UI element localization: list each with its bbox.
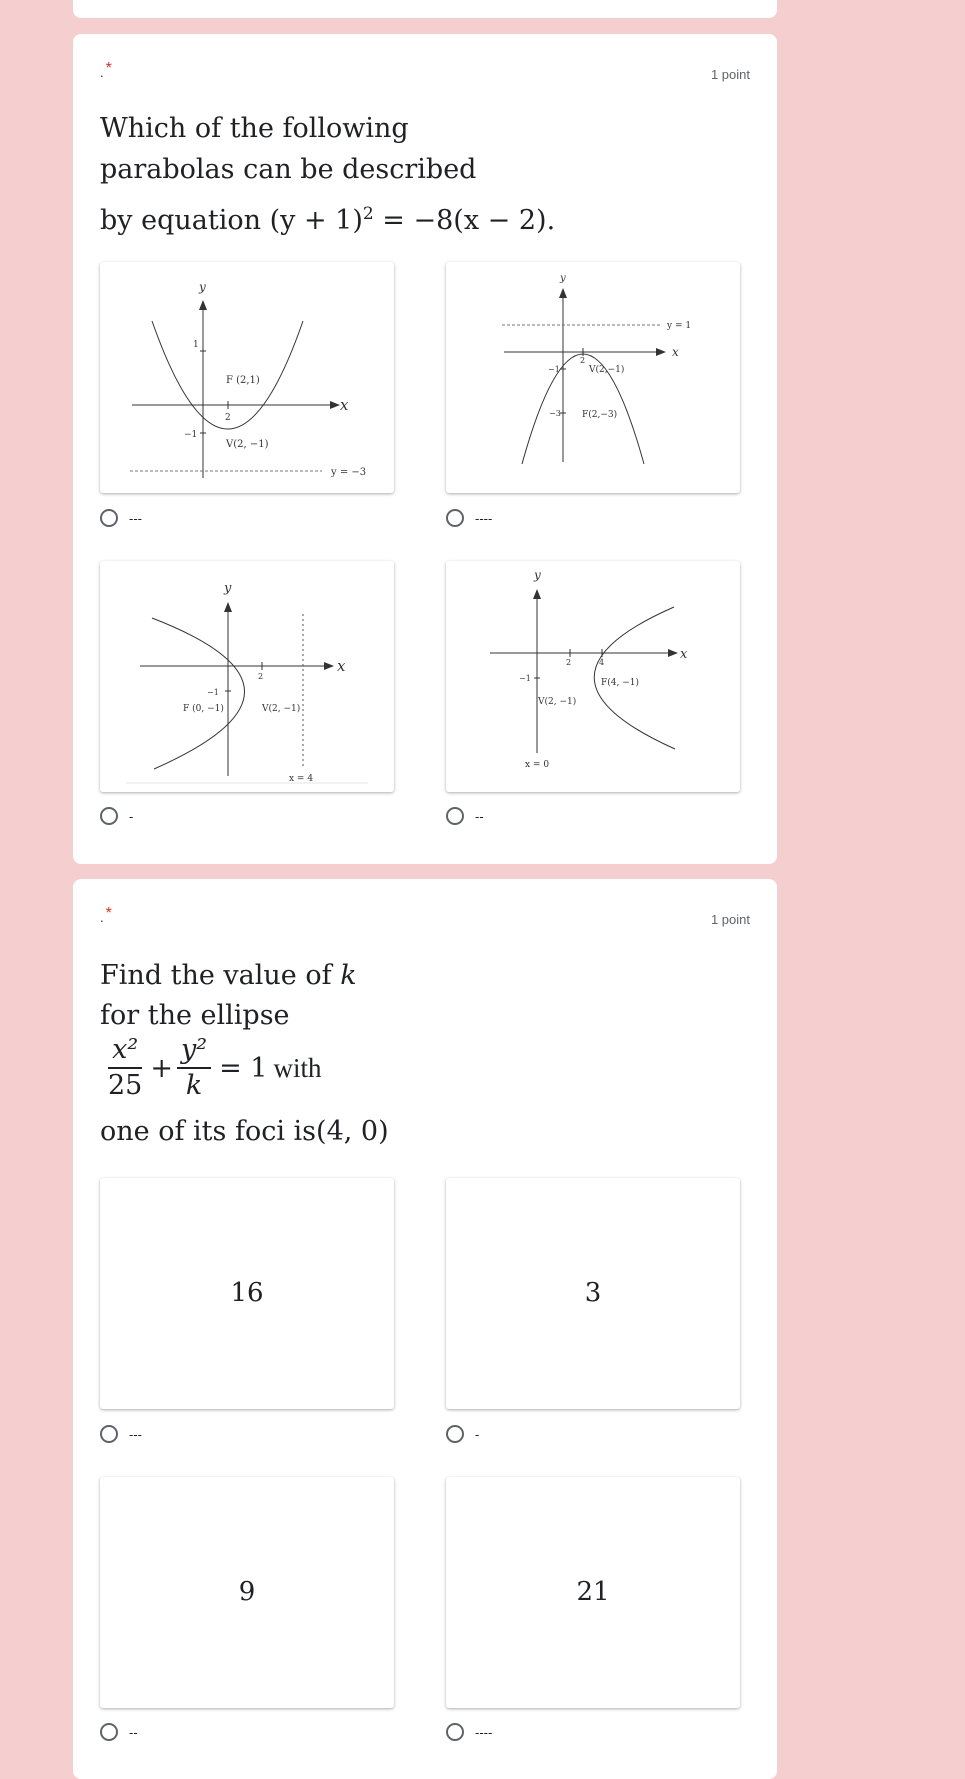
x-axis-label: x (672, 345, 679, 359)
option-row-a[interactable] (100, 506, 142, 530)
option-value: 3 (584, 1278, 602, 1308)
vertex-label: V(2, −1) (262, 704, 301, 714)
radio-button[interactable] (446, 1723, 464, 1741)
option-row-21[interactable] (446, 1720, 492, 1744)
parabola-graph-b (446, 262, 740, 493)
points-label: 1 point (710, 67, 750, 82)
tick-label-m1: −1 (207, 688, 219, 697)
option-label: -- (129, 1724, 138, 1740)
y-axis-label: y (199, 280, 206, 294)
option-image-a[interactable] (100, 262, 394, 493)
vertex-label: V(2, −1) (226, 439, 269, 450)
radio-button[interactable] (100, 509, 118, 527)
question-card-ellipse (73, 879, 777, 1779)
x-axis-label: x (340, 396, 349, 414)
equals-one: = 1 (219, 1052, 268, 1084)
y-axis-label: y (224, 581, 232, 596)
required-asterisk: * (105, 905, 112, 922)
question-text-line1: Which of the following (100, 113, 409, 144)
vertex-label: V(2,−1) (589, 365, 625, 375)
option-card-21[interactable] (446, 1477, 740, 1708)
radio-button[interactable] (100, 1425, 118, 1443)
denominator-25: 25 (108, 1070, 143, 1101)
vertex-label: V(2, −1) (538, 697, 577, 707)
equation-exponent: 2 (362, 204, 374, 224)
numerator-y: y² (177, 1033, 211, 1069)
parabola-graph-a (100, 262, 394, 493)
numerator-x: x² (108, 1033, 142, 1069)
parabola-graph-d (446, 561, 740, 792)
option-label: ---- (475, 1724, 493, 1740)
radio-button[interactable] (100, 1723, 118, 1741)
plus-sign: + (150, 1052, 173, 1084)
directrix-label: x = 0 (525, 760, 550, 770)
directrix-label: x = 4 (289, 774, 314, 784)
question-header (100, 905, 112, 927)
parabola-graph-c (100, 561, 394, 792)
question-text-prefix: one of its foci is (100, 1116, 317, 1147)
question-title: . (100, 910, 104, 925)
option-row-3[interactable] (446, 1422, 479, 1446)
option-label: --- (129, 510, 142, 526)
y-axis-label: y (560, 273, 566, 284)
option-value: 9 (238, 1577, 256, 1607)
option-image-c[interactable] (100, 561, 394, 792)
ellipse-equation (100, 1033, 321, 1103)
variable-k: k (340, 960, 357, 991)
focus-label: F(4, −1) (601, 678, 639, 688)
option-label: ---- (475, 510, 493, 526)
tick-label-4: 4 (599, 658, 605, 667)
directrix-label: y = 1 (667, 321, 692, 331)
equation-rhs: = −8(x − 2). (373, 205, 556, 236)
directrix-label: y = −3 (331, 467, 367, 478)
denominator-k: k (185, 1070, 203, 1101)
tick-label-2: 2 (225, 413, 231, 423)
focus-label: F (0, −1) (183, 704, 224, 714)
option-card-9[interactable] (100, 1477, 394, 1708)
option-row-b[interactable] (446, 506, 492, 530)
tick-label-m1: −1 (184, 430, 198, 440)
option-image-b[interactable] (446, 262, 740, 493)
tick-label-2: 2 (580, 356, 586, 365)
option-label: --- (129, 1426, 142, 1442)
focus-point: (4, 0) (316, 1116, 389, 1147)
option-value: 21 (576, 1577, 610, 1607)
tick-label-m1: −1 (519, 674, 531, 683)
with-text: with (273, 1052, 322, 1083)
equation-lhs: (y + 1) (269, 205, 363, 236)
radio-button[interactable] (446, 807, 464, 825)
question-text-line2: parabolas can be described (100, 154, 477, 185)
x-axis-label: x (680, 647, 688, 662)
question-card-parabola (73, 34, 777, 864)
question-text-line3 (100, 194, 555, 241)
fraction-x (104, 1033, 146, 1103)
option-label: - (475, 1426, 480, 1442)
required-asterisk: * (105, 60, 112, 77)
option-row-c[interactable] (100, 804, 133, 828)
option-value: 16 (230, 1278, 264, 1308)
radio-button[interactable] (446, 1425, 464, 1443)
y-axis-label: y (534, 568, 541, 582)
x-axis-label: x (337, 657, 346, 675)
question-text-line1 (100, 955, 357, 996)
question-text-line2: for the ellipse (100, 1000, 290, 1031)
option-row-9[interactable] (100, 1720, 138, 1744)
option-label: -- (475, 808, 484, 824)
question-text-prefix: Find the value of (100, 960, 332, 991)
option-label: - (129, 808, 134, 824)
tick-label-1: 1 (193, 340, 199, 350)
question-title: . (100, 65, 104, 80)
previous-question-card (73, 0, 777, 18)
question-text-line4 (100, 1111, 389, 1152)
focus-label: F (2,1) (226, 375, 260, 386)
option-image-d[interactable] (446, 561, 740, 792)
option-card-3[interactable] (446, 1178, 740, 1409)
option-card-16[interactable] (100, 1178, 394, 1409)
tick-label-2: 2 (258, 672, 264, 681)
fraction-y (177, 1033, 211, 1103)
radio-button[interactable] (446, 509, 464, 527)
question-text-prefix: by equation (100, 205, 261, 236)
option-row-16[interactable] (100, 1422, 142, 1446)
points-label: 1 point (710, 912, 750, 927)
tick-label-m3: −3 (549, 409, 561, 418)
option-row-d[interactable] (446, 804, 484, 828)
parabola-equation (270, 205, 556, 236)
focus-label: F(2,−3) (582, 410, 618, 420)
tick-label-m1: −1 (548, 365, 560, 374)
question-header (100, 60, 112, 82)
radio-button[interactable] (100, 807, 118, 825)
tick-label-2: 2 (566, 658, 572, 667)
